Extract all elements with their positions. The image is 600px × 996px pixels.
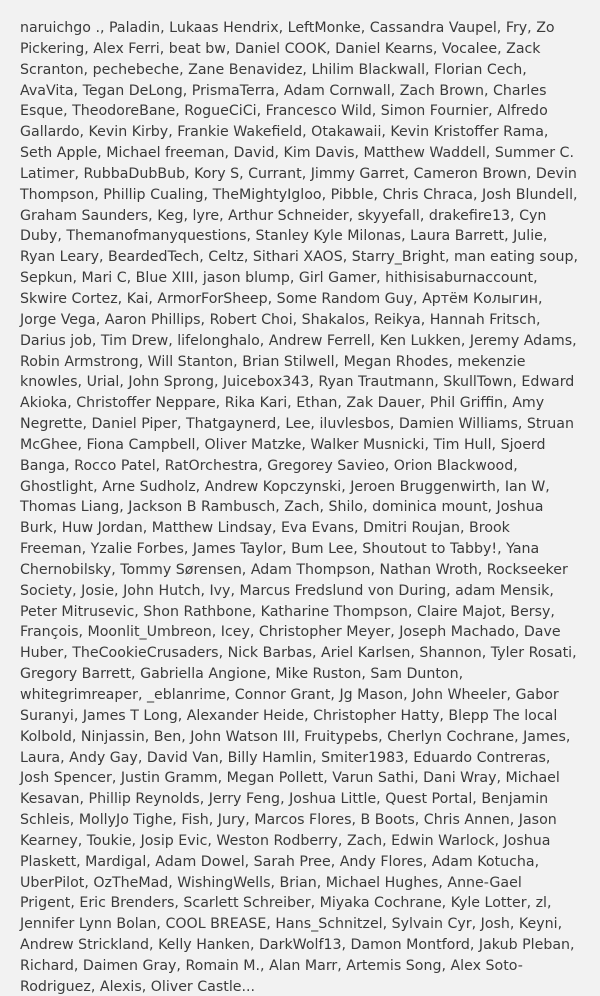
supporter-credits-text: naruichgo ., Paladin, Lukaas Hendrix, LeftMonke, Cassandra Vaupel, Fry, Zo Pickering, Alex Ferri, beat bw, Daniel COOK, Daniel Kearns, Vocalee, Zack Scranton, pechebeche, Zane Benavidez, Lhilim Blackwall, Florian Cech, AvaVita, Tegan DeLong, PrismaTerra, Adam Cornwall, Zach Brown, Charles Esque, TheodoreBane, RogueCiCi, Francesco Wild, Simon Fournier, Alfredo Gallardo, Kevin Kirby, Frankie Wakefield, Otakawaii, Kevin Kristoffer Rama, Seth Apple, Michael freeman, David, Kim Davis, Matthew Waddell, Summer C. Latimer, RubbaDubBub, Kory S, Currant, Jimmy Garret, Cameron Brown, Devin Thompson, Phillip Cualing, TheMightyIgloo, Pibble, Chris Chraca, Josh Blundell, Graham Saunders, Keg, lyre, Arthur Schneider, skyyefall, drakefire13, Cyn Duby, Themanofmanyquestions, Stanley Kyle Milonas, Laura Barrett, Julie, Ryan Leary, BeardedTech, Celtz, Sithari XAOS, Starry_Bright, man eating soup, Sepkun, Mari C, Blue XIII, jason blump, Girl Gamer, hithisisaburnaccount, Skwire Cortez, Kai, ArmorForSheep, Some Random Guy, Артём Колыгин, Jorge Vega, Aaron Phillips, Robert Choi, Shakalos, Reikya, Hannah Fritsch, Darius job, Tim Drew, lifelonghalo, Andrew Ferrell, Ken Lukken, Jeremy Adams, Robin Armstrong, Will Stanton, Brian Stilwell, Megan Rhodes, mekenzie knowles, Urial, John Sprong, Juicebox343, Ryan Trautmann, SkullTown, Edward Akioka, Christoffer Neppare, Rika Kari, Ethan, Zak Dauer, Phil Griffin, Amy Negrette, Daniel Piper, Thatgaynerd, Lee, iluvlesbos, Damien Williams, Struan McGhee, Fiona Campbell, Oliver Matzke, Walker Musnicki, Tim Hull, Sjoerd Banga, Rocco Patel, RatOrchestra, Gregorey Savieo, Orion Blackwood, Ghostlight, Arne Sudholz, Andrew Kopczynski, Jeroen Bruggenwirth, Ian W, Thomas Liang, Jackson B Rambusch, Zach, Shilo, dominica mount, Joshua Burk, Huw Jordan, Matthew Lindsay, Eva Evans, Dmitri Roujan, Brook Freeman, Yzalie Forbes, James Taylor, Bum Lee, Shoutout to Tabby!, Yana Chernobilsky, Tommy Sørensen, Adam Thompson, Nathan Wroth, Rockseeker Society, Josie, John Hutch, Ivy, Marcus Fredslund von During, adam Mensik, Peter Mitrusevic, Shon Rathbone, Katharine Thompson, Claire Majot, Bersy, François, Moonlit_Umbreon, Icey, Christopher Meyer, Joseph Machado, Dave Huber, TheCookieCrusaders, Nick Barbas, Ariel Karlsen, Shannon, Tyler Rosati, Gregory Barrett, Gabriella Angione, Mike Ruston, Sam Dunton, whitegrimreaper, _eblanrime, Connor Grant, Jg Mason, John Wheeler, Gabor Suranyi, James T Long, Alexander Heide, Christopher Hatty, Blepp The local Kolbold, Ninjassin, Ben, John Watson III, Fruitypebs, Cherlyn Cochrane, James, Laura, Andy Gay, David Van, Billy Hamlin, Smiter1983, Eduardo Contreras, Josh Spencer, Justin Gramm, Megan Pollett, Varun Sathi, Dani Wray, Michael Kesavan, Phillip Reynolds, Jerry Feng, Joshua Little, Quest Portal, Benjamin Schleis, MollyJo Tighe, Fish, Jury, Marcos Flores, B Boots, Chris Annen, Jason Kearney, Toukie, Josip Evic, Weston Rodberry, Zach, Edwin Warlock, Joshua Plaskett, Mardigal, Adam Dowel, Sarah Pree, Andy Flores, Adam Kotucha, UberPilot, OzTheMad, WishingWells, Brian, Michael Hughes, Anne-Gael Prigent, Eric Brenders, Scarlett Schreiber, Miyaka Cochrane, Kyle Lotter, zl, Jennifer Lynn Bolan, COOL BREASE, Hans_Schnitzel, Sylvain Cyr, Josh, Keyni, Andrew Strickland, Kelly Hanken, DarkWolf13, Damon Montford, Jakub Pleban, Richard, Daimen Gray, Romain M., Alan Marr, Artemis Song, Alex Soto-Rodriguez, Alexis, Oliver Castle... — [20, 20, 579, 995]
